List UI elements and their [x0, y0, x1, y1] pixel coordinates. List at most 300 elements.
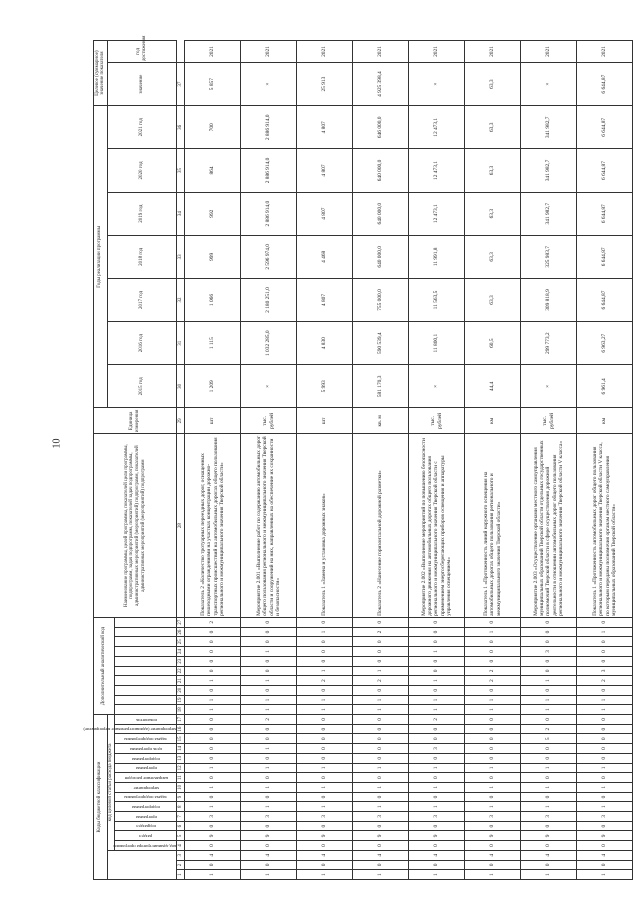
- code-cell: 0: [409, 724, 465, 734]
- code-cell: 0: [409, 627, 465, 637]
- code-cell: 0: [241, 666, 297, 676]
- code-cell: 0: [465, 724, 521, 734]
- years-header: Годы реализации программы: [94, 106, 108, 408]
- code-cell: 0: [521, 860, 577, 870]
- dop-header: Дополнительный аналитический код: [94, 617, 115, 714]
- value-2020: 2 886 914,0: [241, 149, 297, 192]
- code-cell: 0: [409, 821, 465, 831]
- code-cell: 0: [577, 792, 633, 802]
- code-cell: 0: [297, 647, 353, 657]
- code-cell: 0: [353, 821, 409, 831]
- code-cell: 0: [297, 744, 353, 754]
- column-number: 6: [177, 821, 185, 831]
- value-2021: 63,3: [465, 106, 521, 149]
- value-2016: 6 963,27: [577, 322, 633, 365]
- value-2018: 6 644,87: [577, 235, 633, 278]
- code-cell: 1: [521, 782, 577, 792]
- code-cell: 0: [465, 637, 521, 647]
- code-cell: 4: [465, 850, 521, 860]
- code-cell: 1: [409, 695, 465, 705]
- code-cell: 1: [297, 627, 353, 637]
- code-cell: 0: [465, 821, 521, 831]
- value-2021: 6 644,87: [577, 106, 633, 149]
- code-cell: 1: [185, 676, 241, 686]
- code-cell: 9: [409, 831, 465, 841]
- kcsr-subheader: [115, 773, 177, 783]
- code-cell: 1: [185, 695, 241, 705]
- column-number: 23: [177, 656, 185, 666]
- vertical-label: показатель: [135, 717, 157, 723]
- final-year: 2021: [353, 41, 409, 63]
- final-year: 2021: [297, 41, 353, 63]
- value-2019: 341 982,7: [521, 192, 577, 235]
- value-2017: 4 807: [297, 278, 353, 321]
- final-year: 2021: [465, 41, 521, 63]
- name-cell: Показатель 1 «Протяженность автомобильных дорог общего пользования регионального и межмуниципального значения Тверской области V класса, по которым переданы полномочия органам местного самоуправления муниципальных образований Тверской области»: [577, 434, 633, 618]
- code-cell: 0: [353, 773, 409, 783]
- column-number: 18: [177, 705, 185, 715]
- code-cell: 4: [241, 850, 297, 860]
- column-number: 4: [177, 841, 185, 851]
- vertical-label: задача подпрограммы: [124, 737, 168, 743]
- code-cell: 1: [297, 802, 353, 812]
- name-cell: Мероприятие 2.001 «Выполнение работ по содержанию автомобильных дорог общего пользования регионального и межмуниципального значения Тверской области и сооружений на них, направленных на обеспечение их сохранности и безопасности»: [241, 434, 297, 618]
- table-row: [521, 41, 577, 880]
- code-cell: 0: [465, 753, 521, 763]
- code-cell: 1: [521, 802, 577, 812]
- code-cell: 0: [521, 656, 577, 666]
- rotated-table-area: [83, 35, 623, 880]
- code-cell: 0: [241, 773, 297, 783]
- column-number: 9: [177, 792, 185, 802]
- value-2016: 60,5: [465, 322, 521, 365]
- code-cell: 1: [353, 782, 409, 792]
- code-cell: 0: [577, 715, 633, 725]
- column-number: 7: [177, 812, 185, 822]
- column-number: 1: [177, 870, 185, 880]
- code-cell: 1: [297, 695, 353, 705]
- code-cell: 1: [577, 695, 633, 705]
- code-cell: 0: [521, 792, 577, 802]
- kcsr-subheader: [115, 792, 177, 802]
- column-number: 37: [177, 63, 185, 106]
- code-cell: 1: [353, 695, 409, 705]
- column-number: 16: [177, 724, 185, 734]
- code-cell: 3: [353, 812, 409, 822]
- code-cell: 9: [465, 831, 521, 841]
- code-cell: 0: [185, 637, 241, 647]
- kcsr-subheader: [115, 841, 177, 851]
- value-2017: 2 180 251,0: [241, 278, 297, 321]
- vertical-label: программа: [135, 814, 157, 820]
- vertical-label: мероприятие: [133, 785, 159, 791]
- code-cell: 0: [409, 734, 465, 744]
- code-cell: 0: [409, 860, 465, 870]
- column-number: 32: [177, 278, 185, 321]
- code-cell: 1: [409, 676, 465, 686]
- dop-subheader: [115, 617, 177, 627]
- value-2019: 63,3: [465, 192, 521, 235]
- year-2020: 2020 год: [107, 149, 177, 192]
- column-number: 12: [177, 763, 185, 773]
- kcsr-subheader: [115, 802, 177, 812]
- vertical-label: программа: [135, 766, 157, 772]
- kcsr-subheader: [115, 744, 177, 754]
- value-2015: 44,4: [465, 365, 521, 408]
- code-cell: 2: [297, 676, 353, 686]
- code-cell: 0: [185, 724, 241, 734]
- code-cell: 1: [521, 676, 577, 686]
- budget-table-sheet: [83, 35, 623, 880]
- code-cell: 1: [297, 763, 353, 773]
- dop-subheader: [115, 705, 177, 715]
- code-cell: 1: [409, 763, 465, 773]
- code-cell: 0: [465, 792, 521, 802]
- code-cell: 4: [409, 850, 465, 860]
- code-cell: 0: [185, 841, 241, 851]
- code-cell: 0: [297, 715, 353, 725]
- kcsr-subheader: [115, 715, 177, 725]
- code-cell: 0: [409, 841, 465, 851]
- value-2020: 640 000,0: [353, 149, 409, 192]
- code-cell: 0: [241, 637, 297, 647]
- value-2019: 2 886 914,0: [241, 192, 297, 235]
- final-value: ×: [521, 63, 577, 106]
- dop-subheader: [115, 656, 177, 666]
- code-cell: 4: [185, 850, 241, 860]
- unit-cell: км: [577, 408, 633, 434]
- code-cell: 0: [521, 715, 577, 725]
- code-cell: 0: [353, 715, 409, 725]
- code-cell: 0: [297, 860, 353, 870]
- code-cell: 0: [297, 734, 353, 744]
- year-2018: 2018 год: [107, 235, 177, 278]
- code-cell: 0: [465, 715, 521, 725]
- code-cell: 2: [409, 715, 465, 725]
- page-number: 10: [51, 438, 63, 449]
- vertical-label: подпрограмма: [131, 756, 160, 762]
- code-cell: 1: [297, 666, 353, 676]
- column-number: 15: [177, 734, 185, 744]
- kcsr-subheader: [115, 831, 177, 841]
- code-cell: 0: [521, 753, 577, 763]
- table-row: [185, 41, 241, 880]
- value-2015: 6 961,4: [577, 365, 633, 408]
- final-year: 2021: [241, 41, 297, 63]
- code-cell: 1: [577, 763, 633, 773]
- code-cell: 1: [241, 676, 297, 686]
- code-cell: 1: [241, 744, 297, 754]
- column-number: 8: [177, 802, 185, 812]
- code-cell: 1: [185, 802, 241, 812]
- code-cell: 1: [297, 705, 353, 715]
- code-cell: 0: [577, 860, 633, 870]
- code-cell: 0: [353, 724, 409, 734]
- kbk-left-blank: [107, 850, 177, 879]
- code-cell: 0: [465, 617, 521, 627]
- dop-subheader: [115, 647, 177, 657]
- code-cell: 0: [185, 685, 241, 695]
- final-year: 2021: [409, 41, 465, 63]
- code-cell: 0: [353, 637, 409, 647]
- code-cell: 1: [465, 802, 521, 812]
- unit-cell: тыс. рублей: [241, 408, 297, 434]
- code-cell: 0: [297, 841, 353, 851]
- table-row: [297, 41, 353, 880]
- code-cell: 0: [353, 617, 409, 627]
- code-cell: 1: [465, 627, 521, 637]
- code-cell: 1: [577, 627, 633, 637]
- code-cell: 9: [297, 831, 353, 841]
- code-cell: 9: [353, 831, 409, 841]
- code-cell: 0: [465, 647, 521, 657]
- column-number: 30: [177, 365, 185, 408]
- column-number: 20: [177, 685, 185, 695]
- code-cell: 0: [577, 744, 633, 754]
- final-year: 2021: [185, 41, 241, 63]
- value-2016: 1 115: [185, 322, 241, 365]
- code-cell: 1: [241, 782, 297, 792]
- value-2017: 755 000,0: [353, 278, 409, 321]
- value-2017: 11 563,5: [409, 278, 465, 321]
- column-number: 36: [177, 106, 185, 149]
- code-cell: 0: [465, 773, 521, 783]
- code-cell: 9: [521, 831, 577, 841]
- code-cell: 1: [521, 870, 577, 880]
- year-2015: 2015 год: [107, 365, 177, 408]
- code-cell: 1: [577, 870, 633, 880]
- code-cell: 0: [297, 685, 353, 695]
- value-2015: 1 209: [185, 365, 241, 408]
- code-cell: 0: [521, 627, 577, 637]
- value-2021: 341 982,7: [521, 106, 577, 149]
- dop-subheader: [115, 695, 177, 705]
- final-value: 63,3: [465, 63, 521, 106]
- final-value-header: значение: [107, 63, 177, 106]
- vertical-label: задача подпрограммы: [124, 795, 168, 801]
- code-cell: 0: [465, 860, 521, 870]
- code-cell: 1: [185, 705, 241, 715]
- code-cell: 1: [465, 763, 521, 773]
- kcsr-subheader: [115, 734, 177, 744]
- kcsr-subheader: [115, 782, 177, 792]
- code-cell: 0: [241, 753, 297, 763]
- code-cell: 0: [409, 685, 465, 695]
- code-cell: 1: [353, 763, 409, 773]
- code-cell: 0: [185, 744, 241, 754]
- unit-cell: шт: [185, 408, 241, 434]
- code-cell: 0: [185, 656, 241, 666]
- code-cell: 1: [241, 802, 297, 812]
- column-number: 14: [177, 744, 185, 754]
- value-2015: ×: [241, 365, 297, 408]
- code-cell: 3: [241, 812, 297, 822]
- value-2016: 11 800,1: [409, 322, 465, 365]
- column-number: 22: [177, 666, 185, 676]
- name-cell: Показатель 2 «Количество тротуарных переездных дорог, оснащенных пешеходными ограждениями на участках концентрации дорожно-транспортных происшествий на автомобильных дорогах общего пользования регионального и межмуниципального значения Тверской области»: [185, 434, 241, 618]
- column-number: 26: [177, 627, 185, 637]
- value-2019: 4 807: [297, 192, 353, 235]
- code-cell: 0: [409, 773, 465, 783]
- code-cell: 0: [185, 860, 241, 870]
- code-cell: 1: [521, 695, 577, 705]
- value-2016: 299 773,2: [521, 322, 577, 365]
- value-2018: 325 983,7: [521, 235, 577, 278]
- kcsr-subheader: [115, 753, 177, 763]
- code-cell: 0: [465, 734, 521, 744]
- value-2015: ×: [521, 365, 577, 408]
- value-2017: 63,3: [465, 278, 521, 321]
- code-cell: 0: [353, 656, 409, 666]
- code-cell: 9: [185, 831, 241, 841]
- vertical-label: подпрограмма: [131, 805, 160, 811]
- value-2018: 4 468: [297, 235, 353, 278]
- code-cell: 0: [577, 841, 633, 851]
- unit-cell: кв. м: [353, 408, 409, 434]
- value-2018: 640 000,0: [353, 235, 409, 278]
- value-2020: 341 982,7: [521, 149, 577, 192]
- value-2021: 4 807: [297, 106, 353, 149]
- year-2021: 2021 год: [107, 106, 177, 149]
- code-cell: 3: [185, 812, 241, 822]
- value-2020: 6 644,87: [577, 149, 633, 192]
- code-cell: 0: [353, 685, 409, 695]
- value-2015: 581 170,3: [353, 365, 409, 408]
- code-cell: 1: [241, 763, 297, 773]
- code-cell: 0: [185, 773, 241, 783]
- dop-subheader: [115, 685, 177, 695]
- final-value: 25 913: [297, 63, 353, 106]
- code-cell: 0: [185, 753, 241, 763]
- dop-subheader: [115, 627, 177, 637]
- code-cell: 0: [577, 734, 633, 744]
- column-number: 24: [177, 647, 185, 657]
- final-value: 6 644,87: [577, 63, 633, 106]
- code-cell: 0: [409, 656, 465, 666]
- code-cell: 0: [577, 647, 633, 657]
- code-cell: 0: [241, 734, 297, 744]
- program-table: [83, 35, 633, 880]
- code-cell: 0: [409, 617, 465, 627]
- vertical-label: цель программы: [129, 746, 162, 752]
- column-number: 21: [177, 676, 185, 686]
- code-cell: 0: [241, 724, 297, 734]
- code-cell: 0: [297, 656, 353, 666]
- value-2016: 590 539,4: [353, 322, 409, 365]
- value-2017: 309 818,9: [521, 278, 577, 321]
- value-2016: 1 032 285,0: [241, 322, 297, 365]
- code-cell: 1: [241, 705, 297, 715]
- name-cell: Мероприятие 2.003 «Осуществление органами местного самоуправления муниципальных образований Тверской области отдельных государственных полномочий Тверской области в сфере осуществления дорожной деятельности в отношении автомобильных дорог общего пользования регионального и межмуниципального значения Тверской области V класса»: [521, 434, 577, 618]
- column-number: 3: [177, 850, 185, 860]
- code-cell: 0: [241, 821, 297, 831]
- table-row: [241, 41, 297, 880]
- column-number: 19: [177, 695, 185, 705]
- code-cell: 1: [465, 695, 521, 705]
- value-2021: 700: [185, 106, 241, 149]
- code-cell: 0: [297, 821, 353, 831]
- value-2020: 4 807: [297, 149, 353, 192]
- dop-subheader: [115, 666, 177, 676]
- code-cell: 0: [241, 617, 297, 627]
- code-cell: 2: [465, 676, 521, 686]
- code-cell: 0: [241, 656, 297, 666]
- column-number: 33: [177, 235, 185, 278]
- code-cell: 1: [409, 782, 465, 792]
- code-cell: 0: [185, 792, 241, 802]
- final-value: ×: [241, 63, 297, 106]
- code-cell: 1: [409, 705, 465, 715]
- code-cell: 2: [353, 676, 409, 686]
- value-2016: 4 830: [297, 322, 353, 365]
- code-cell: 0: [353, 734, 409, 744]
- name-cell: Показатель 2 «Нанесение горизонтальной дорожной разметки»: [353, 434, 409, 618]
- code-cell: 0: [185, 627, 241, 637]
- code-cell: 0: [297, 753, 353, 763]
- column-number: 35: [177, 149, 185, 192]
- code-cell: 0: [353, 753, 409, 763]
- vertical-label: код администратора программы: [113, 843, 176, 849]
- code-cell: 0: [577, 656, 633, 666]
- name-cell: Мероприятие 2.002 «Выполнение мероприятий по повышению безопасности дорожного движения на автомобильных дорогах общего пользования регионального и межмуниципального значения Тверской области с применением энергосберегающих приборов освещения и аппаратуры управления освещением»: [409, 434, 465, 618]
- code-cell: 0: [521, 841, 577, 851]
- code-cell: 9: [241, 831, 297, 841]
- code-cell: 4: [577, 850, 633, 860]
- unit-header: Единица измерения: [94, 408, 177, 434]
- unit-cell: тыс. рублей: [521, 408, 577, 434]
- code-cell: 0: [185, 715, 241, 725]
- final-header: Целевое (суммарное) значение показателя: [94, 41, 108, 106]
- value-2018: 11 991,8: [409, 235, 465, 278]
- code-cell: 1: [521, 705, 577, 715]
- code-cell: 3: [409, 744, 465, 754]
- final-year: 2021: [521, 41, 577, 63]
- code-cell: 2: [241, 715, 297, 725]
- unit-cell: шт: [297, 408, 353, 434]
- code-cell: 0: [465, 841, 521, 851]
- code-cell: 0: [241, 860, 297, 870]
- code-cell: 1: [465, 782, 521, 792]
- code-cell: 0: [353, 841, 409, 851]
- code-cell: 1: [521, 763, 577, 773]
- code-cell: 4: [353, 850, 409, 860]
- code-cell: 1: [353, 666, 409, 676]
- code-cell: 0: [577, 685, 633, 695]
- code-cell: 0: [577, 724, 633, 734]
- kcsr-header: код целевой статьи расхода бюджета: [107, 715, 115, 851]
- code-cell: 0: [465, 744, 521, 754]
- code-cell: 2: [577, 676, 633, 686]
- code-cell: 0: [521, 744, 577, 754]
- code-cell: 3: [577, 812, 633, 822]
- code-cell: 1: [353, 802, 409, 812]
- value-2020: 12 473,1: [409, 149, 465, 192]
- code-cell: 1: [577, 705, 633, 715]
- unit-cell: тыс. рублей: [409, 408, 465, 434]
- table-row: [353, 41, 409, 880]
- final-value: 5 857: [185, 63, 241, 106]
- value-2019: 640 000,0: [353, 192, 409, 235]
- column-number: 31: [177, 322, 185, 365]
- code-cell: 0: [521, 617, 577, 627]
- code-cell: 1: [409, 870, 465, 880]
- code-cell: 0: [241, 627, 297, 637]
- column-number: 10: [177, 782, 185, 792]
- value-2018: 999: [185, 235, 241, 278]
- code-cell: 1: [185, 782, 241, 792]
- code-cell: 2: [521, 724, 577, 734]
- code-cell: 1: [353, 705, 409, 715]
